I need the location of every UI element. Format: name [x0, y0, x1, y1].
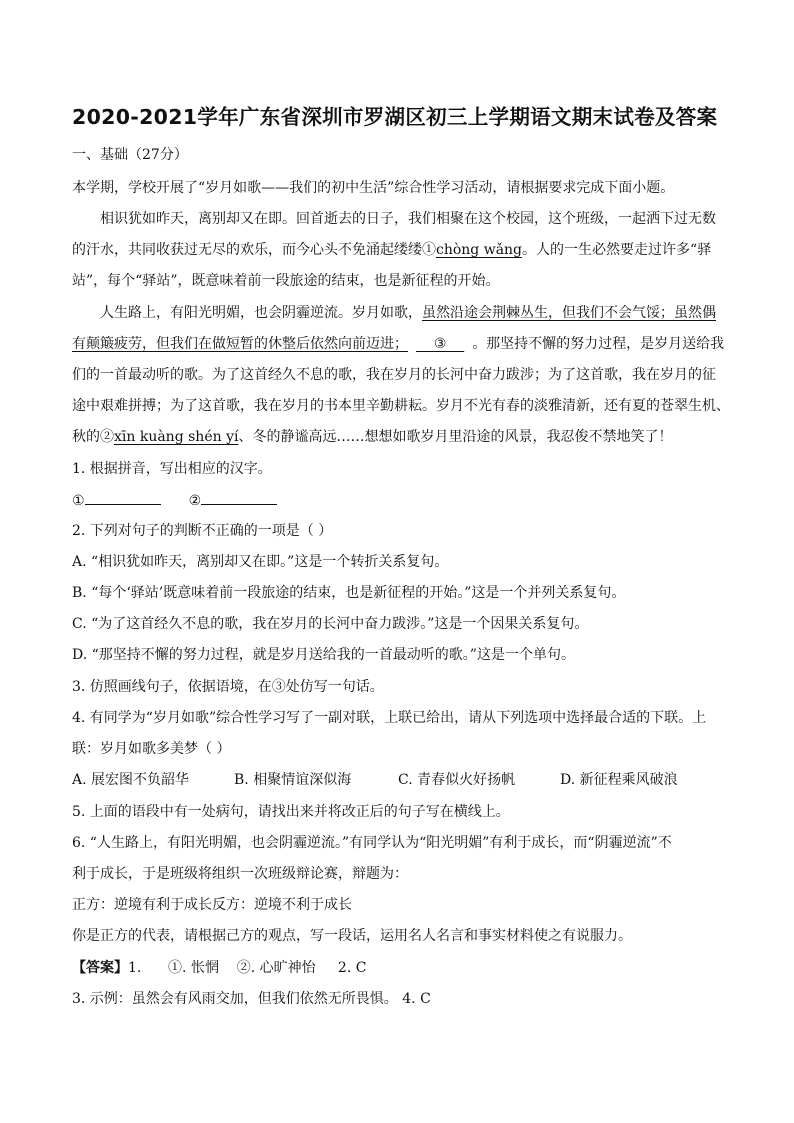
- answer-line: 3. 示例：虽然会有风雨交加，但我们依然无所畏惧。 4. C: [72, 991, 431, 1007]
- answer-blank-2: [201, 490, 277, 505]
- passage-line: 的汗水，共同收获过无尽的欢乐，而今心头不免涌起缕缕①chòng wǎng。人的一生必然要走过许多“驿: [72, 242, 712, 258]
- option-c: C. “为了这首经久不息的歌，我在岁月的长河中奋力跋涉。”这是一个因果关系复句。: [72, 616, 589, 632]
- answer-label: 【答案】: [72, 960, 128, 976]
- section-heading: 一、基础（27分）: [72, 147, 188, 163]
- answer-blank-1: [85, 490, 161, 505]
- question-4-line2: 联：岁月如歌多美梦（ ）: [72, 741, 231, 757]
- question-3: 3. 仿照画线句子，依据语境，在③处仿写一句话。: [72, 679, 384, 695]
- passage-line: 站”，每个“驿站”，既意味着前一段旅途的结束，也是新征程的开始。: [72, 273, 500, 289]
- question-1: 1. 根据拼音，写出相应的汉字。: [72, 461, 272, 477]
- question-2: 2. 下列对句子的判断不正确的一项是（ ）: [72, 523, 333, 539]
- passage-line: 人生路上，有阳光明媚，也会阴霾逆流。岁月如歌，虽然沿途会荆棘丛生，但我们不会气馁；虽然偶: [100, 305, 716, 321]
- question-5: 5. 上面的语段中有一处病句，请找出来并将改正后的句子写在横线上。: [72, 804, 510, 820]
- underlined-sentence: 虽然沿途会荆棘丛生，但我们不会气馁；虽然偶: [422, 305, 716, 321]
- option-b: B. “每个‘驿站’既意味着前一段旅途的结束，也是新征程的开始。”这是一个并列关系复句。: [72, 585, 626, 601]
- passage-line: 们的一首最动听的歌。为了这首经久不息的歌，我在岁月的长河中奋力跋涉；为了这首歌，我在岁月的征: [72, 367, 716, 383]
- option-d: D. 新征程乘风破浪: [560, 772, 678, 788]
- imitation-blank-3: ③: [433, 336, 447, 352]
- pinyin-blank-1: chòng wǎng: [436, 242, 523, 258]
- option-c: C. 青春似火好扬帆: [398, 772, 516, 788]
- pinyin-blank-2: xīn kuàng shén yí: [114, 429, 239, 445]
- underlined-sentence: 有颠簸疲劳，但我们在做短暂的休整后依然向前迈进；: [72, 336, 408, 352]
- question-4-options: [72, 770, 732, 790]
- question-6-line: 你是正方的代表，请根据己方的观点，写一段话，运用名人名言和事实材料使之有说服力。: [72, 928, 632, 944]
- passage-line: 相识犹如昨天，离别却又在即。回首逝去的日子，我们相聚在这个校园，这个班级，一起洒下过无数: [100, 211, 716, 227]
- question-6-line: 利于成长，于是班级将组织一次班级辩论赛，辩题为：: [72, 866, 408, 882]
- answer-section: 【答案】1. ①. 怅惘 ②. 心旷神怡 2. C: [72, 960, 367, 976]
- option-d: D. “那坚持不懈的努力过程，就是岁月送给我的一首最动听的歌。”这是一个单句。: [72, 647, 575, 663]
- passage-line: 途中艰难拼搏；为了这首歌，我在岁月的书本里辛勤耕耘。岁月不光有春的淡雅清新，还有夏的苍翠生机、: [72, 398, 730, 414]
- question-4: 4. 有同学为“岁月如歌”综合性学习写了一副对联，上联已给出，请从下列选项中选择最合适的下联。上: [72, 710, 707, 726]
- passage-line: 有颠簸疲劳，但我们在做短暂的休整后依然向前迈进； ③ 。那坚持不懈的努力过程，是岁月送给我: [72, 336, 725, 352]
- option-a: A. “相识犹如昨天，离别却又在即。”这是一个转折关系复句。: [72, 554, 449, 570]
- question-1-blanks: ① ②: [72, 490, 732, 511]
- question-6-line: 正方：逆境有利于成长反方：逆境不利于成长: [72, 897, 352, 913]
- option-a: A. 展宏图不负韶华: [72, 772, 190, 788]
- intro-text: 本学期，学校开展了“岁月如歌——我们的初中生活”综合性学习活动，请根据要求完成下面小题。: [72, 180, 675, 196]
- passage-line: 秋的②xīn kuàng shén yí、冬的静谧高远……想想如歌岁月里沿途的风景，我忍俊不禁地笑了！: [72, 429, 673, 445]
- question-6: 6. “人生路上，有阳光明媚，也会阴霾逆流。”有同学认为“阳光明媚”有利于成长，而“阴霾逆流”不: [72, 835, 672, 851]
- option-b: B. 相聚情谊深似海: [234, 772, 352, 788]
- document-title: 2020-2021学年广东省深圳市罗湖区初三上学期语文期末试卷及答案: [72, 105, 718, 129]
